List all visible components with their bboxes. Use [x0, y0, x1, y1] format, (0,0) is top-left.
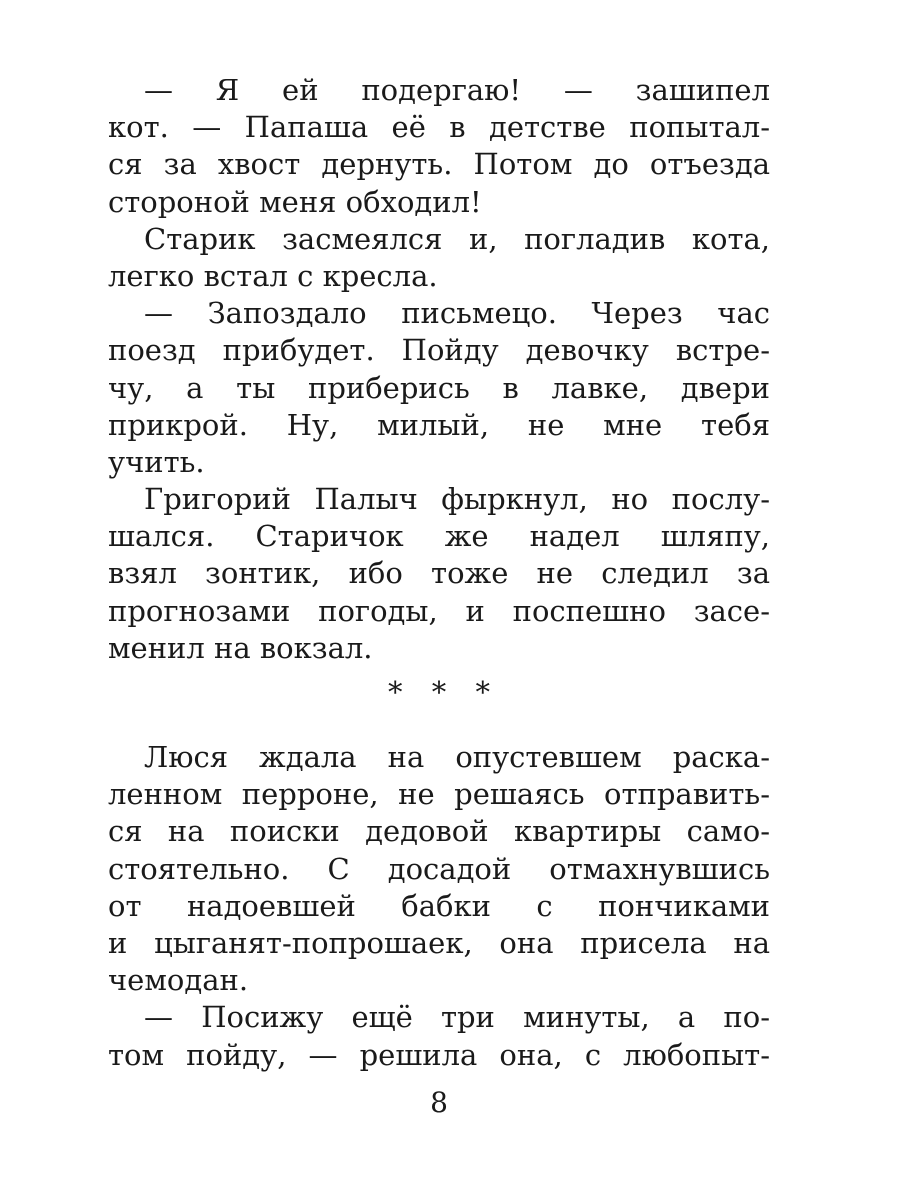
text-line: Люся ждала на опустевшем раска-	[144, 740, 770, 774]
text-line: Григорий Палыч фыркнул, но послу-	[144, 482, 770, 517]
paragraph	[108, 481, 770, 667]
text-line: ся на поиски дедовой квартиры само-	[108, 814, 770, 849]
text-line: менил на вокзал.	[108, 630, 373, 665]
text-line: взял зонтик, ибо тоже не следил за	[108, 556, 770, 591]
text-line: чу, а ты приберись в лавке, двери	[108, 370, 770, 405]
text-line: стоятельно. С досадой отмахнувшись	[108, 851, 770, 886]
text-line: кот. — Папаша её в детстве попытал-	[108, 110, 770, 145]
text-line: прикрой. Ну, милый, не мне тебя	[108, 407, 770, 442]
paragraph	[108, 72, 770, 221]
text-line: и цыганят-попрошаек, она присела на	[108, 925, 770, 960]
text-line: — Посижу ещё три минуты, а по-	[144, 1000, 770, 1035]
text-line: Старик засмеялся и, погладив кота,	[144, 221, 770, 256]
text-line: учить.	[108, 444, 205, 479]
text-line: стороной меня обходил!	[108, 184, 482, 219]
page-number: 8	[430, 1086, 448, 1119]
paragraph	[108, 221, 770, 295]
paragraph	[108, 999, 770, 1073]
text-line: — Запоздало письмецо. Через час	[144, 296, 770, 331]
text-line: шался. Старичок же надел шляпу,	[108, 519, 770, 554]
text-line: прогнозами погоды, и поспешно засе-	[108, 593, 770, 628]
text-line: поезд прибудет. Пойду девочку встре-	[108, 333, 770, 368]
text-line: ся за хвост дернуть. Потом до отъезда	[108, 147, 770, 182]
text-line: легко встал с кресла.	[108, 258, 438, 293]
text-line: ленном перроне, не решаясь отправить-	[108, 777, 770, 812]
text-line: от надоевшей бабки с пончиками	[108, 888, 770, 923]
text-line: — Я ей подергаю! — зашипел	[144, 73, 770, 107]
text-line: том пойду, — решила она, с любопыт-	[108, 1037, 770, 1072]
paragraph	[108, 739, 770, 999]
paragraph	[108, 295, 770, 481]
text-line: чемодан.	[108, 963, 249, 998]
section-separator: * * *	[388, 675, 500, 709]
body-text	[108, 72, 770, 1074]
